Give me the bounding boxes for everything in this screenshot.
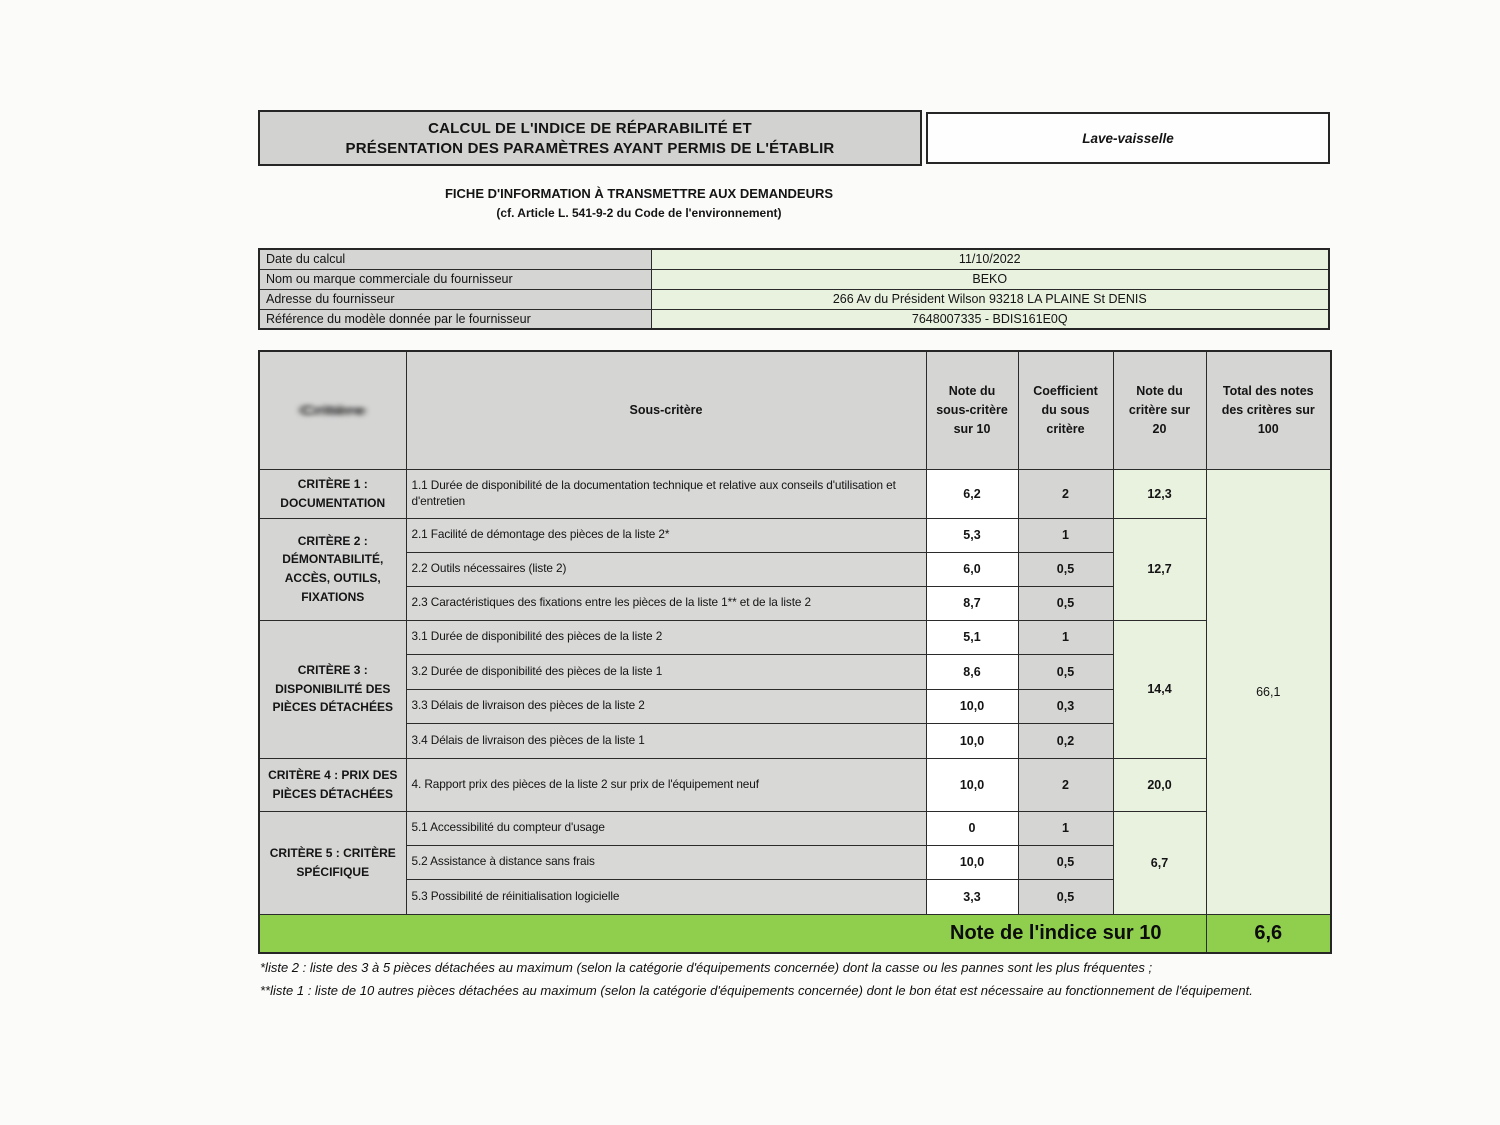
coefficient-cell: 0,2 — [1018, 723, 1113, 758]
sub-criterion-cell: 2.2 Outils nécessaires (liste 2) — [406, 552, 926, 586]
coefficient-cell: 0,5 — [1018, 845, 1113, 879]
index-score-value: 6,6 — [1206, 914, 1331, 953]
footnote-liste-2: *liste 2 : liste des 3 à 5 pièces détachées au maximum (selon la catégorie d'équipements concernée) dont la casse ou les pannes sont les plus fréquentes ; — [260, 960, 1153, 975]
sub-criterion-cell: 1.1 Durée de disponibilité de la documentation technique et relative aux conseils d'utilisation et d'entretien — [406, 469, 926, 518]
product-type-label: Lave-vaisselle — [1082, 130, 1174, 146]
footnote-liste-1: **liste 1 : liste de 10 autres pièces détachées au maximum (selon la catégorie d'équipements concernée) dont le bon état est nécessaire au fonctionnement de l'équipement. — [260, 982, 1253, 998]
table-row — [259, 518, 1331, 552]
info-label-model: Référence du modèle donnée par le fournisseur — [259, 309, 651, 329]
criterion-cell: CRITÈRE 1 : DOCUMENTATION — [259, 469, 406, 518]
criterion-cell: CRITÈRE 3 : DISPONIBILITÉ DES PIÈCES DÉTACHÉES — [259, 620, 406, 758]
note10-cell: 8,6 — [926, 654, 1018, 689]
subtitle-line-1: FICHE D'INFORMATION À TRANSMETTRE AUX DEMANDEURS — [444, 186, 834, 201]
coefficient-cell: 0,5 — [1018, 654, 1113, 689]
note10-cell: 10,0 — [926, 758, 1018, 811]
note10-cell: 8,7 — [926, 586, 1018, 620]
criterion-cell: CRITÈRE 4 : PRIX DES PIÈCES DÉTACHÉES — [259, 758, 406, 811]
table-row — [259, 469, 1331, 518]
note10-cell: 6,0 — [926, 552, 1018, 586]
coefficient-cell: 2 — [1018, 758, 1113, 811]
total-cell: 66,1 — [1206, 469, 1331, 914]
info-row — [259, 289, 1329, 309]
coefficient-cell: 1 — [1018, 518, 1113, 552]
document-title-box — [258, 110, 922, 166]
criterion-cell: CRITÈRE 2 : DÉMONTABILITÉ, ACCÈS, OUTILS, FIXATIONS — [259, 518, 406, 620]
sub-criterion-cell: 3.4 Délais de livraison des pièces de la liste 1 — [406, 723, 926, 758]
coefficient-cell: 1 — [1018, 620, 1113, 654]
info-value-date: 11/10/2022 — [651, 249, 1329, 269]
note10-cell: 5,3 — [926, 518, 1018, 552]
sub-criterion-column-header: Sous-critère — [406, 351, 926, 469]
info-row — [259, 309, 1329, 329]
score-table-header-row — [259, 351, 1331, 469]
info-row — [259, 249, 1329, 269]
sub-criterion-cell: 5.2 Assistance à distance sans frais — [406, 845, 926, 879]
subtitle-line-2: (cf. Article L. 541-9-2 du Code de l'environnement) — [496, 206, 782, 220]
note20-cell: 14,4 — [1113, 620, 1206, 758]
info-value-model: 7648007335 - BDIS161E0Q — [651, 309, 1329, 329]
sub-criterion-cell: 3.3 Délais de livraison des pièces de la liste 2 — [406, 689, 926, 723]
sub-criterion-cell: 2.3 Caractéristiques des fixations entre les pièces de la liste 1** et de la liste 2 — [406, 586, 926, 620]
info-label-brand: Nom ou marque commerciale du fournisseur — [259, 269, 651, 289]
info-value-address: 266 Av du Président Wilson 93218 LA PLAINE St DENIS — [651, 289, 1329, 309]
sub-criterion-cell: 5.1 Accessibilité du compteur d'usage — [406, 811, 926, 845]
sub-criterion-cell: 3.1 Durée de disponibilité des pièces de la liste 2 — [406, 620, 926, 654]
criterion-cell: CRITÈRE 5 : CRITÈRE SPÉCIFIQUE — [259, 811, 406, 914]
table-row — [259, 620, 1331, 654]
index-score-row — [259, 914, 1331, 953]
info-label-date: Date du calcul — [259, 249, 651, 269]
note10-column-header: Note du sous-critère sur 10 — [926, 351, 1018, 469]
note10-cell: 10,0 — [926, 723, 1018, 758]
sub-criterion-cell: 5.3 Possibilité de réinitialisation logicielle — [406, 879, 926, 914]
note10-cell: 0 — [926, 811, 1018, 845]
criterion-header-blurred-text: Critère — [300, 401, 366, 418]
product-type-box — [926, 112, 1330, 164]
supplier-info-table — [258, 248, 1330, 330]
coefficient-column-header: Coefficient du sous critère — [1018, 351, 1113, 469]
sub-criterion-cell: 2.1 Facilité de démontage des pièces de la liste 2* — [406, 518, 926, 552]
note10-cell: 10,0 — [926, 689, 1018, 723]
criterion-column-header — [259, 351, 406, 469]
table-row — [259, 758, 1331, 811]
table-row — [259, 811, 1331, 845]
info-value-brand: BEKO — [651, 269, 1329, 289]
note10-cell: 5,1 — [926, 620, 1018, 654]
coefficient-cell: 0,3 — [1018, 689, 1113, 723]
document-subtitle — [258, 186, 1020, 220]
coefficient-cell: 0,5 — [1018, 552, 1113, 586]
coefficient-cell: 1 — [1018, 811, 1113, 845]
coefficient-cell: 0,5 — [1018, 879, 1113, 914]
info-row — [259, 269, 1329, 289]
coefficient-cell: 2 — [1018, 469, 1113, 518]
note20-cell: 20,0 — [1113, 758, 1206, 811]
note20-cell: 12,3 — [1113, 469, 1206, 518]
total-column-header: Total des notes des critères sur 100 — [1206, 351, 1331, 469]
document-title-line-2: PRÉSENTATION DES PARAMÈTRES AYANT PERMIS DE L'ÉTABLIR — [345, 139, 835, 157]
note10-cell: 6,2 — [926, 469, 1018, 518]
coefficient-cell: 0,5 — [1018, 586, 1113, 620]
note10-cell: 10,0 — [926, 845, 1018, 879]
note20-cell: 12,7 — [1113, 518, 1206, 620]
info-label-address: Adresse du fournisseur — [259, 289, 651, 309]
index-score-label: Note de l'indice sur 10 — [259, 914, 1206, 953]
sub-criterion-cell: 3.2 Durée de disponibilité des pièces de la liste 1 — [406, 654, 926, 689]
note10-cell: 3,3 — [926, 879, 1018, 914]
note20-cell: 6,7 — [1113, 811, 1206, 914]
footnotes — [260, 958, 1276, 1004]
document-title-line-1: CALCUL DE L'INDICE DE RÉPARABILITÉ ET — [428, 119, 752, 137]
sub-criterion-cell: 4. Rapport prix des pièces de la liste 2 sur prix de l'équipement neuf — [406, 758, 926, 811]
note20-column-header: Note du critère sur 20 — [1113, 351, 1206, 469]
score-table — [258, 350, 1332, 954]
